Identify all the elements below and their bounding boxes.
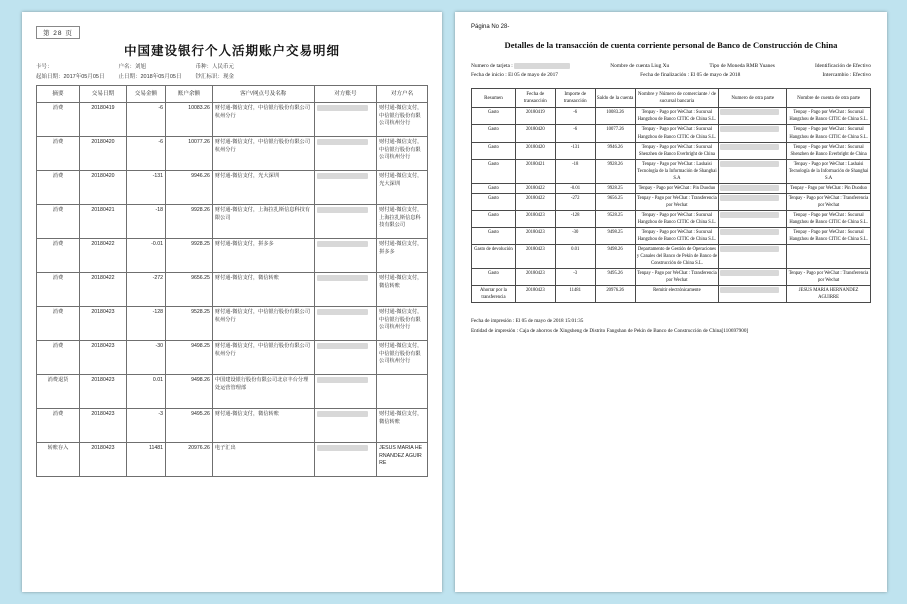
cell-summary: 消费 <box>37 341 80 375</box>
meta-account-name-cn: 户名：刘旭 <box>118 64 146 70</box>
cell-counter-account <box>314 375 377 409</box>
chinese-statement-page <box>22 12 442 592</box>
cell-summary: 转账存入 <box>37 443 80 477</box>
cell-branch: 财付通-微信支付，上海拉扎斯信息科技有限公司 <box>212 205 314 239</box>
page-number-label-es: Página No 28- <box>471 24 510 30</box>
meta-start-date-cn: 起始日期：2017年05月05日 <box>36 73 105 80</box>
cell-counter-number <box>719 159 787 183</box>
redaction-bar <box>720 185 778 191</box>
redaction-bar <box>317 343 369 349</box>
col-counter-number-es: Numero de otra parte <box>719 89 787 108</box>
cell-amount: -0.01 <box>126 239 165 273</box>
cell-balance: 20976.26 <box>595 286 635 303</box>
cell-merchant: Tenpay - Pago por WeChat : Sucursal Hangzhou de Banco CITIC de China S.L. <box>635 210 719 227</box>
table-row <box>37 375 428 409</box>
table-row <box>37 103 428 137</box>
cell-branch: 财付通-微信支付，拼多多 <box>212 239 314 273</box>
cell-summary: Gasto <box>472 183 516 193</box>
cell-merchant: Tenpay - Pago por WeChat : Sucursal Shenzhen de Banco Everbright de China <box>635 142 719 159</box>
cell-balance: 9495.26 <box>595 269 635 286</box>
redaction-bar <box>720 109 778 115</box>
cell-counter-name: 财付通-微信支付，上海拉扎斯信息科技有限公司 <box>377 205 428 239</box>
cell-counter-name: 财付通-微信支付，中信银行股份有限公司杭州分行 <box>377 341 428 375</box>
redaction-bar <box>720 287 778 293</box>
cell-counter-account <box>314 103 377 137</box>
cell-merchant: Tenpay - Pago por WeChat : Transferencia por Wechat <box>635 269 719 286</box>
table-row <box>37 409 428 443</box>
redaction-bar <box>720 229 778 235</box>
col-date-cn: 交易日期 <box>80 86 127 103</box>
cell-date: 20180423 <box>80 341 127 375</box>
cell-balance: 10077.26 <box>166 137 213 171</box>
cell-date: 20180423 <box>515 286 555 303</box>
statement-meta-cn <box>36 63 428 81</box>
cell-counter-account <box>314 409 377 443</box>
cell-summary: Gasto <box>472 142 516 159</box>
cell-counter-number <box>719 142 787 159</box>
table-row <box>472 228 871 245</box>
redaction-bar <box>317 139 369 145</box>
cell-counter-number <box>719 228 787 245</box>
cell-balance: 9498.25 <box>595 228 635 245</box>
cell-summary: 消费 <box>37 205 80 239</box>
cell-counter-name: Tenpay - Pago por WeChat : Sucursal Shenzhen de Banco Everbright de China <box>787 142 871 159</box>
cell-counter-account <box>314 239 377 273</box>
cell-balance: 9528.25 <box>595 210 635 227</box>
cell-counter-name: Tenpay - Pago por WeChat : Transferencia por Wechat <box>787 193 871 210</box>
cell-counter-number <box>719 183 787 193</box>
document-title-cn: 中国建设银行个人活期账户交易明细 <box>123 43 340 58</box>
cell-merchant: Tenpay - Pago por WeChat : Pin Duoduo <box>635 183 719 193</box>
cell-counter-number <box>719 286 787 303</box>
redaction-bar <box>317 445 369 451</box>
cell-counter-name: 财付通-微信支付，微信转账 <box>377 273 428 307</box>
cell-balance: 9498.25 <box>166 341 213 375</box>
cell-counter-name: Tenpay - Pago por WeChat : Lashaisi Tecnología de la Información de Shanghai S.A <box>787 159 871 183</box>
col-counter-name-cn: 对方户名 <box>377 86 428 103</box>
cell-date: 20180421 <box>80 205 127 239</box>
print-footer <box>471 317 871 337</box>
cell-amount: -272 <box>126 273 165 307</box>
cell-branch: 财付通-微信支付，中信银行股份有限公司杭州分行 <box>212 137 314 171</box>
meta-cash-id-cn: 钞汇标识：现金 <box>195 73 234 80</box>
cell-merchant: Tenpay - Pago por WeChat : Sucursal Hangzhou de Banco CITIC de China S.L. <box>635 108 719 125</box>
redaction-bar <box>317 377 369 383</box>
statement-meta-es <box>471 62 871 80</box>
redaction-bar <box>317 309 369 315</box>
cell-merchant: Tenpay - Pago por WeChat : Lashaisi Tecnología de la Información de Shanghai S.A <box>635 159 719 183</box>
col-amount-es: Importe de transacción <box>555 89 595 108</box>
cell-amount: -0.01 <box>555 183 595 193</box>
cell-counter-account <box>314 341 377 375</box>
cell-summary: 消费 <box>37 137 80 171</box>
cell-counter-name: 财付通-微信支付，拼多多 <box>377 239 428 273</box>
cell-amount: -272 <box>555 193 595 210</box>
table-row <box>472 183 871 193</box>
cell-branch: 财付通-微信支付，中信银行股份有限公司杭州分行 <box>212 341 314 375</box>
meta-exchange-es: Intercambio : Efectivo <box>822 72 871 79</box>
cell-summary: 消费 <box>37 409 80 443</box>
cell-summary: Gasto de devolución <box>472 245 516 269</box>
cell-merchant: Tenpay - Pago por WeChat : Sucursal Hangzhou de Banco CITIC de China S.L. <box>635 228 719 245</box>
cell-merchant: Tenpay - Pago por WeChat : Transferencia por Wechat <box>635 193 719 210</box>
cell-counter-number <box>719 193 787 210</box>
cell-counter-number <box>719 125 787 142</box>
cell-counter-name: 财付通-微信支付，中信银行股份有限公司杭州分行 <box>377 137 428 171</box>
table-row <box>37 443 428 477</box>
col-amount-cn: 交易金额 <box>126 86 165 103</box>
cell-date: 20180423 <box>515 210 555 227</box>
cell-date: 20180423 <box>80 375 127 409</box>
cell-branch: 财付通-微信支付，微信转账 <box>212 273 314 307</box>
redaction-bar <box>317 411 369 417</box>
cell-amount: -30 <box>126 341 165 375</box>
cell-date: 20180422 <box>80 273 127 307</box>
cell-amount: 11481 <box>555 286 595 303</box>
redaction-bar <box>720 161 778 167</box>
cell-amount: -128 <box>126 307 165 341</box>
cell-balance: 9946.26 <box>595 142 635 159</box>
cell-counter-name: 财付通-微信支付，中信银行股份有限公司杭州分行 <box>377 103 428 137</box>
cell-counter-name: JESUS MARIA HERNANDEZ AGUIRRE <box>787 286 871 303</box>
table-row <box>472 286 871 303</box>
cell-balance: 10077.26 <box>595 125 635 142</box>
cell-branch: 财付通-微信支付，中信银行股份有限公司杭州分行 <box>212 307 314 341</box>
meta-account-name-es: Nombre de cuenta Liug Xu <box>610 63 670 69</box>
cell-counter-account <box>314 273 377 307</box>
cell-date: 20180421 <box>515 159 555 183</box>
meta-card-cn: 卡号： <box>36 64 53 70</box>
cell-amount: -3 <box>126 409 165 443</box>
cell-summary: 消费退货 <box>37 375 80 409</box>
cell-amount: -131 <box>555 142 595 159</box>
redaction-bar <box>720 126 778 132</box>
cell-date: 20180423 <box>80 443 127 477</box>
cell-balance: 9928.26 <box>166 205 213 239</box>
cell-counter-name <box>787 245 871 269</box>
cell-date: 20180423 <box>515 269 555 286</box>
cell-counter-name: Tenpay - Pago por WeChat : Transferencia por Wechat <box>787 269 871 286</box>
cell-counter-number <box>719 108 787 125</box>
cell-counter-name: 财付通-微信支付，中信银行股份有限公司杭州分行 <box>377 307 428 341</box>
cell-balance: 10083.26 <box>595 108 635 125</box>
table-row <box>472 269 871 286</box>
table-row <box>37 307 428 341</box>
cell-amount: -131 <box>126 171 165 205</box>
cell-balance: 9928.25 <box>595 183 635 193</box>
cell-counter-name: Tenpay - Pago por WeChat : Pin Duoduo <box>787 183 871 193</box>
cell-counter-name: 财付通-微信支付，光大深圳 <box>377 171 428 205</box>
transaction-table-cn <box>36 85 428 477</box>
table-header-row-cn <box>37 86 428 103</box>
cell-counter-number <box>719 210 787 227</box>
cell-date: 20180419 <box>515 108 555 125</box>
cell-date: 20180423 <box>515 245 555 269</box>
cell-amount: -18 <box>126 205 165 239</box>
cell-date: 20180420 <box>515 142 555 159</box>
cell-summary: Gasto <box>472 125 516 142</box>
cell-counter-name: Tenpay - Pago por WeChat : Sucursal Hangzhou de Banco CITIC de China S.L. <box>787 108 871 125</box>
cell-balance: 9495.26 <box>166 409 213 443</box>
cell-balance: 9498.26 <box>166 375 213 409</box>
redaction-bar <box>317 241 369 247</box>
cell-amount: -30 <box>555 228 595 245</box>
cell-branch: 财付通-微信支付，光大深圳 <box>212 171 314 205</box>
cell-date: 20180422 <box>80 239 127 273</box>
cell-date: 20180420 <box>80 137 127 171</box>
cell-balance: 9946.26 <box>166 171 213 205</box>
col-branch-cn: 客户/网点号及名称 <box>212 86 314 103</box>
table-row <box>37 273 428 307</box>
redaction-bar <box>317 275 369 281</box>
spanish-translation-page <box>455 12 887 592</box>
cell-merchant: Remitir electrónicamente <box>635 286 719 303</box>
cell-date: 20180423 <box>80 307 127 341</box>
redaction-bar <box>720 246 778 252</box>
cell-counter-number <box>719 245 787 269</box>
cell-summary: 消费 <box>37 103 80 137</box>
transaction-table-es <box>471 88 871 303</box>
cell-summary: Gasto <box>472 159 516 183</box>
cell-merchant: Tenpay - Pago por WeChat : Sucursal Hangzhou de Banco CITIC de China S.L. <box>635 125 719 142</box>
cell-date: 20180422 <box>515 183 555 193</box>
col-merchant-es: Nombre y Número de comerciante / de sucursal bancaria <box>635 89 719 108</box>
table-header-row-es <box>472 89 871 108</box>
cell-amount: -6 <box>126 137 165 171</box>
table-row <box>37 137 428 171</box>
col-summary-es: Resumen <box>472 89 516 108</box>
cell-summary: Gasto <box>472 108 516 125</box>
redaction-bar <box>720 144 778 150</box>
cell-branch: 中国建设银行股份有限公司北京丰台分理处运营管理部 <box>212 375 314 409</box>
cell-counter-name: JESUS MARIA HERNANDEZ AGUIRRE <box>377 443 428 477</box>
page-number-label-cn: 第 28 页 <box>36 26 80 39</box>
cell-balance: 9656.25 <box>595 193 635 210</box>
meta-cash-id-es: Identificación de Efectivo <box>814 63 871 69</box>
cell-counter-number <box>719 269 787 286</box>
cell-balance: 9528.25 <box>166 307 213 341</box>
cell-merchant: Departamento de Gestión de Operaciones y Canales del Banco de Pekín de Banco de Construcción de China S.L. <box>635 245 719 269</box>
cell-summary: Ahorrar por la transferencia <box>472 286 516 303</box>
col-balance-cn: 账户余额 <box>166 86 213 103</box>
cell-summary: 消费 <box>37 171 80 205</box>
cell-summary: Gasto <box>472 228 516 245</box>
cell-summary: Gasto <box>472 210 516 227</box>
cell-counter-name: Tenpay - Pago por WeChat : Sucursal Hangzhou de Banco CITIC de China S.L. <box>787 125 871 142</box>
cell-date: 20180422 <box>515 193 555 210</box>
document-title-es: Detalles de la transacción de cuenta corriente personal de Banco de Construcción de China <box>504 40 838 50</box>
cell-balance: 20976.26 <box>166 443 213 477</box>
table-row <box>472 142 871 159</box>
cell-counter-name: Tenpay - Pago por WeChat : Sucursal Hangzhou de Banco CITIC de China S.L. <box>787 210 871 227</box>
cell-amount: 0.01 <box>555 245 595 269</box>
cell-summary: 消费 <box>37 239 80 273</box>
cell-date: 20180420 <box>80 171 127 205</box>
redaction-bar <box>317 173 369 179</box>
cell-summary: Gasto <box>472 193 516 210</box>
cell-balance: 9928.25 <box>166 239 213 273</box>
cell-amount: 11481 <box>126 443 165 477</box>
redaction-bar <box>317 207 369 213</box>
col-balance-es: Saldo de la cuenta <box>595 89 635 108</box>
cell-balance: 10083.26 <box>166 103 213 137</box>
cell-date: 20180420 <box>515 125 555 142</box>
cell-date: 20180423 <box>515 228 555 245</box>
cell-counter-account <box>314 171 377 205</box>
cell-counter-account <box>314 443 377 477</box>
table-row <box>472 193 871 210</box>
meta-card-label-es: Numero de tarjeta : <box>471 63 513 69</box>
table-row <box>37 341 428 375</box>
cell-summary: 消费 <box>37 307 80 341</box>
cell-counter-account <box>314 205 377 239</box>
redaction-bar <box>720 195 778 201</box>
table-row <box>472 125 871 142</box>
cell-branch: 财付通-微信支付，中信银行股份有限公司杭州分行 <box>212 103 314 137</box>
cell-amount: -6 <box>126 103 165 137</box>
card-number-redaction <box>514 63 570 69</box>
cell-counter-name: 财付通-微信支付，微信转账 <box>377 409 428 443</box>
cell-amount: 0.01 <box>126 375 165 409</box>
cell-amount: -18 <box>555 159 595 183</box>
meta-end-date-es: Fecha de finalización : El 05 de mayo de 2018 <box>640 72 741 79</box>
redaction-bar <box>317 105 369 111</box>
col-date-es: Fecha de transacción <box>515 89 555 108</box>
cell-amount: -6 <box>555 108 595 125</box>
table-row <box>472 159 871 183</box>
table-row <box>472 210 871 227</box>
cell-counter-account <box>314 137 377 171</box>
meta-currency-cn: 币种：人民币元 <box>195 64 234 70</box>
cell-branch: 电子汇出 <box>212 443 314 477</box>
print-date: Fecha de impresión : El 05 de mayo de 2018 15:01:35 <box>471 318 584 325</box>
meta-start-date-es: Fecha de inicio : El 05 de mayo de 2017 <box>471 72 558 79</box>
table-row <box>472 108 871 125</box>
cell-balance: 9928.26 <box>595 159 635 183</box>
print-entity: Entidad de impresión : Caja de ahorros de Xingsheng de Distrito Fangshan de Pekín de Banco de Construcción de China[110697900] <box>471 328 749 335</box>
col-summary-cn: 摘要 <box>37 86 80 103</box>
meta-end-date-cn: 止日期：2018年05月05日 <box>118 73 182 80</box>
cell-branch: 财付通-微信支付，微信转账 <box>212 409 314 443</box>
table-row <box>37 171 428 205</box>
cell-amount: -6 <box>555 125 595 142</box>
col-counter-name-es: Nombre de cuenta de otra parte <box>787 89 871 108</box>
col-counter-account-cn: 对方账号 <box>314 86 377 103</box>
cell-balance: 9656.25 <box>166 273 213 307</box>
cell-counter-name <box>377 375 428 409</box>
cell-date: 20180419 <box>80 103 127 137</box>
table-row <box>37 205 428 239</box>
cell-date: 20180423 <box>80 409 127 443</box>
cell-balance: 9498.26 <box>595 245 635 269</box>
cell-summary: Gasto <box>472 269 516 286</box>
cell-counter-name: Tenpay - Pago por WeChat : Sucursal Hangzhou de Banco CITIC de China S.L. <box>787 228 871 245</box>
cell-amount: -3 <box>555 269 595 286</box>
table-row <box>37 239 428 273</box>
cell-amount: -128 <box>555 210 595 227</box>
redaction-bar <box>720 212 778 218</box>
cell-summary: 消费 <box>37 273 80 307</box>
table-row <box>472 245 871 269</box>
redaction-bar <box>720 270 778 276</box>
meta-currency-es: Tipo de Moneda RMB Yuanes <box>709 63 775 69</box>
cell-counter-account <box>314 307 377 341</box>
